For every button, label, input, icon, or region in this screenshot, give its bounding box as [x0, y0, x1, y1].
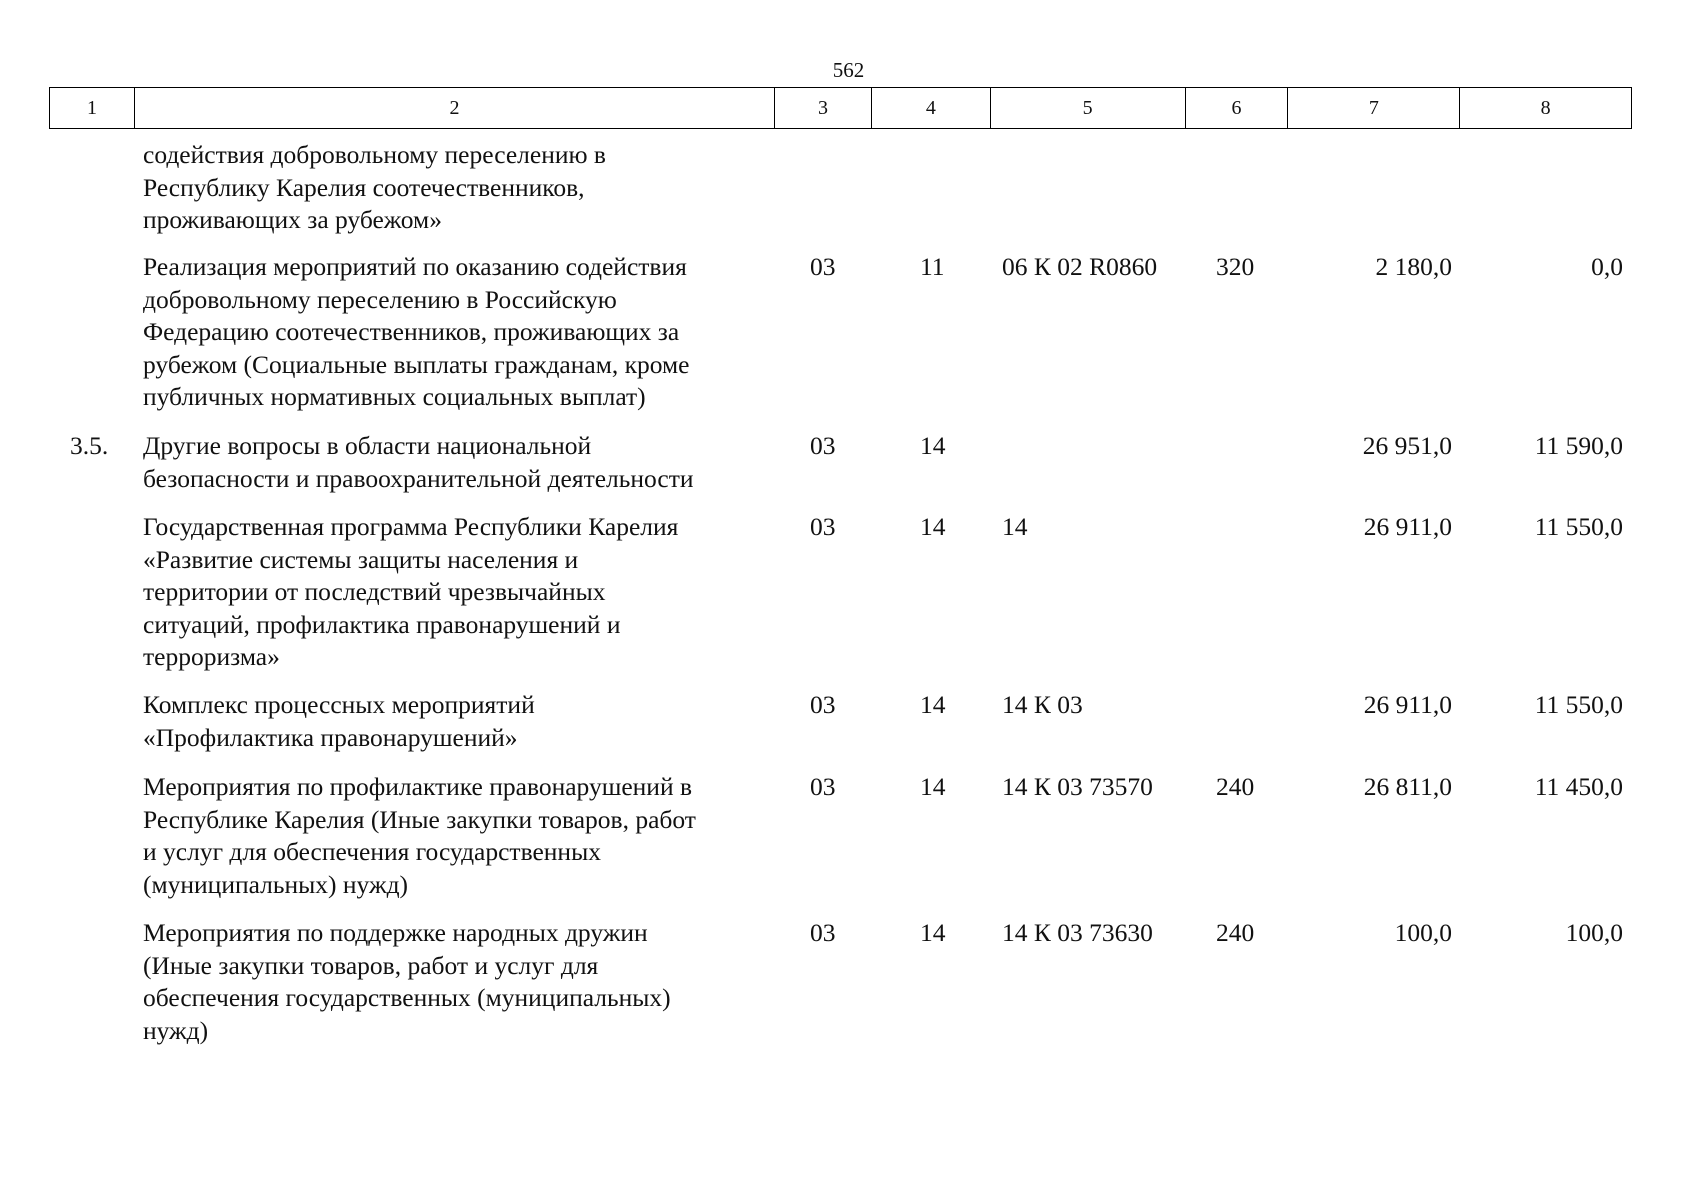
header-cell: 4: [872, 88, 991, 128]
section-code: 03: [810, 690, 836, 719]
row-description: Комплекс процессных мероприятий «Профилактика правонарушений»: [143, 690, 535, 752]
amount-col8: 0,0: [1591, 252, 1623, 281]
amount-col8: 11 550,0: [1534, 690, 1623, 719]
subsection-code: 14: [920, 690, 946, 719]
target-article-code: 14 К 03 73570: [1002, 772, 1153, 801]
expense-type-code: 240: [1216, 918, 1255, 947]
target-article-code: 14 К 03 73630: [1002, 918, 1153, 947]
expense-type-code: 320: [1216, 252, 1255, 281]
amount-col7: 26 951,0: [1362, 431, 1452, 460]
header-cell: 1: [50, 88, 135, 128]
amount-col7: 100,0: [1394, 918, 1452, 947]
header-cell: 5: [991, 88, 1186, 128]
section-code: 03: [810, 431, 836, 460]
amount-col8: 100,0: [1565, 918, 1623, 947]
subsection-code: 14: [920, 512, 946, 541]
header-cell: 6: [1186, 88, 1289, 128]
amount-col8: 11 450,0: [1534, 772, 1623, 801]
section-code: 03: [810, 918, 836, 947]
subsection-code: 14: [920, 918, 946, 947]
header-cell: 2: [135, 88, 775, 128]
section-code: 03: [810, 252, 836, 281]
amount-col8: 11 550,0: [1534, 512, 1623, 541]
expense-type-code: 240: [1216, 772, 1255, 801]
row-number: 3.5.: [70, 431, 109, 460]
amount-col7: 26 811,0: [1363, 772, 1452, 801]
row-description: Мероприятия по поддержке народных дружин (Иные закупки товаров, работ и услуг для обеспечения государственных (муниципальных) нужд): [143, 918, 671, 1045]
amount-col7: 26 911,0: [1363, 512, 1452, 541]
target-article-code: 14 К 03: [1002, 690, 1083, 719]
target-article-code: 06 К 02 R0860: [1002, 252, 1158, 281]
row-description: Государственная программа Республики Карелия «Развитие системы защиты населения и территории от последствий чрезвычайных ситуаций, профилактика правонарушений и терроризма»: [143, 512, 679, 671]
header-cell: 3: [775, 88, 872, 128]
amount-col7: 2 180,0: [1375, 252, 1452, 281]
subsection-code: 11: [920, 252, 945, 281]
amount-col8: 11 590,0: [1534, 431, 1623, 460]
target-article-code: 14: [1002, 512, 1028, 541]
row-description: Другие вопросы в области национальной безопасности и правоохранительной деятельности: [143, 431, 694, 493]
subsection-code: 14: [920, 431, 946, 460]
subsection-code: 14: [920, 772, 946, 801]
table-header: [49, 87, 1632, 129]
section-code: 03: [810, 772, 836, 801]
row-description: Мероприятия по профилактике правонарушений в Республике Карелия (Иные закупки товаров, работ и услуг для обеспечения государственных (муниципальных) нужд): [143, 772, 696, 899]
amount-col7: 26 911,0: [1363, 690, 1452, 719]
section-code: 03: [810, 512, 836, 541]
header-cell: 8: [1540, 97, 1551, 119]
row-description: содействия добровольному переселению в Республику Карелия соотечественников, проживающих за рубежом»: [143, 140, 606, 234]
page-number: 562: [832, 58, 865, 82]
row-description: Реализация мероприятий по оказанию содействия добровольному переселению в Российскую Федерацию соотечественников, проживающих за рубежом (Социальные выплаты гражданам, кроме публичных нормативных социальных выплат): [143, 252, 690, 411]
header-cell: 7: [1288, 88, 1460, 128]
